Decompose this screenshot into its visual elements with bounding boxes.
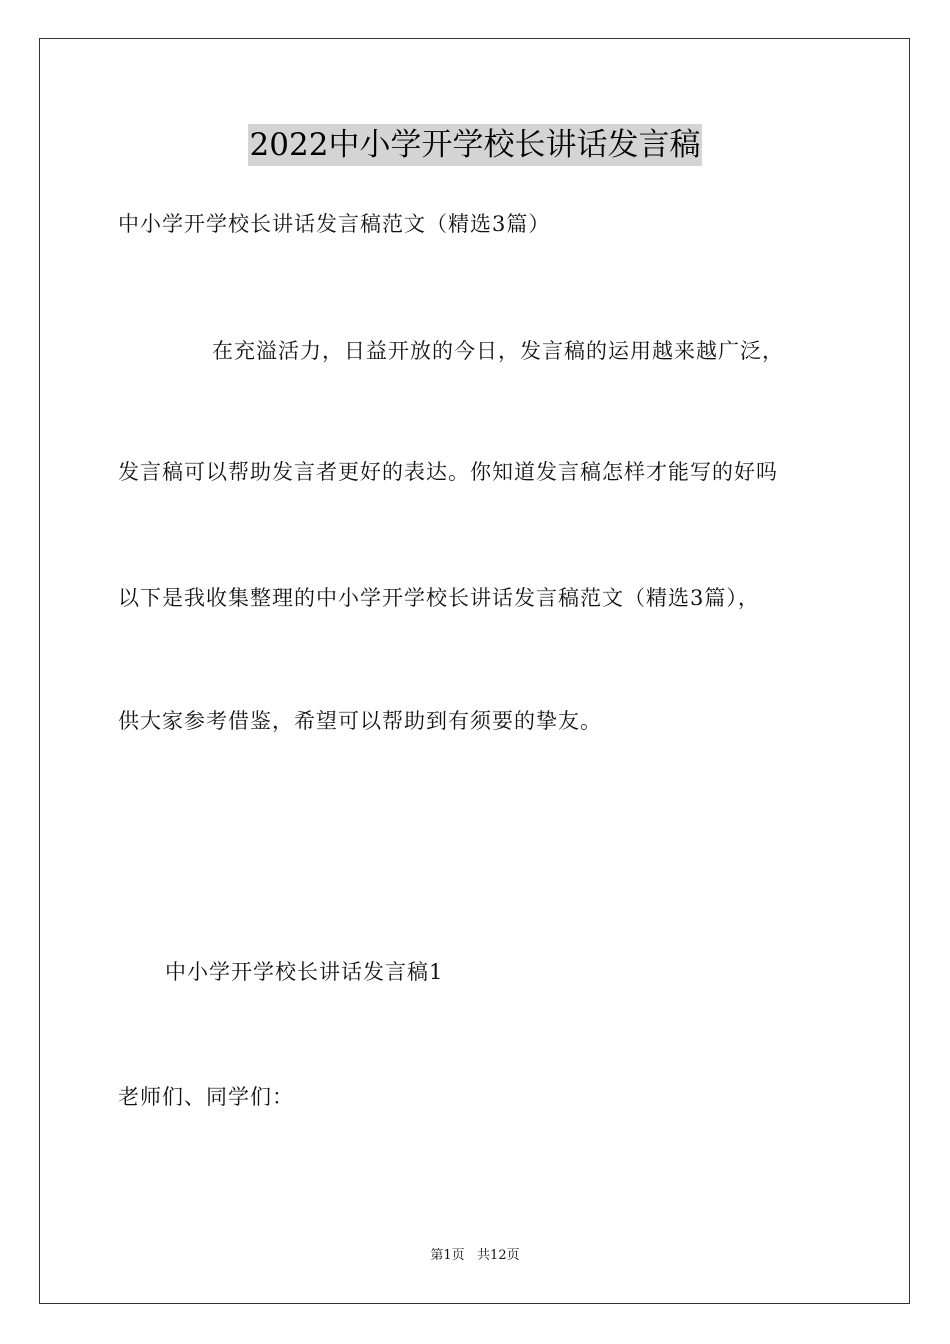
page-footer: 第1页 共12页 xyxy=(430,1248,520,1263)
intro-line-1: 在充溢活力，日益开放的今日，发言稿的运用越来越广泛， xyxy=(212,339,784,363)
intro-line-2: 发言稿可以帮助发言者更好的表达。你知道发言稿怎样才能写的好吗 xyxy=(118,460,778,484)
intro-line-4: 供大家参考借鉴，希望可以帮助到有须要的挚友。 xyxy=(118,709,602,733)
section-heading: 中小学开学校长讲话发言稿1 xyxy=(165,960,444,984)
salutation: 老师们、同学们： xyxy=(118,1085,294,1109)
intro-line-3: 以下是我收集整理的中小学开学校长讲话发言稿范文（精选3篇）， xyxy=(118,586,760,610)
title-container xyxy=(0,124,950,166)
document-title: 2022中小学开学校长讲话发言稿 xyxy=(248,124,703,166)
document-subtitle: 中小学开学校长讲话发言稿范文（精选3篇） xyxy=(118,212,551,236)
